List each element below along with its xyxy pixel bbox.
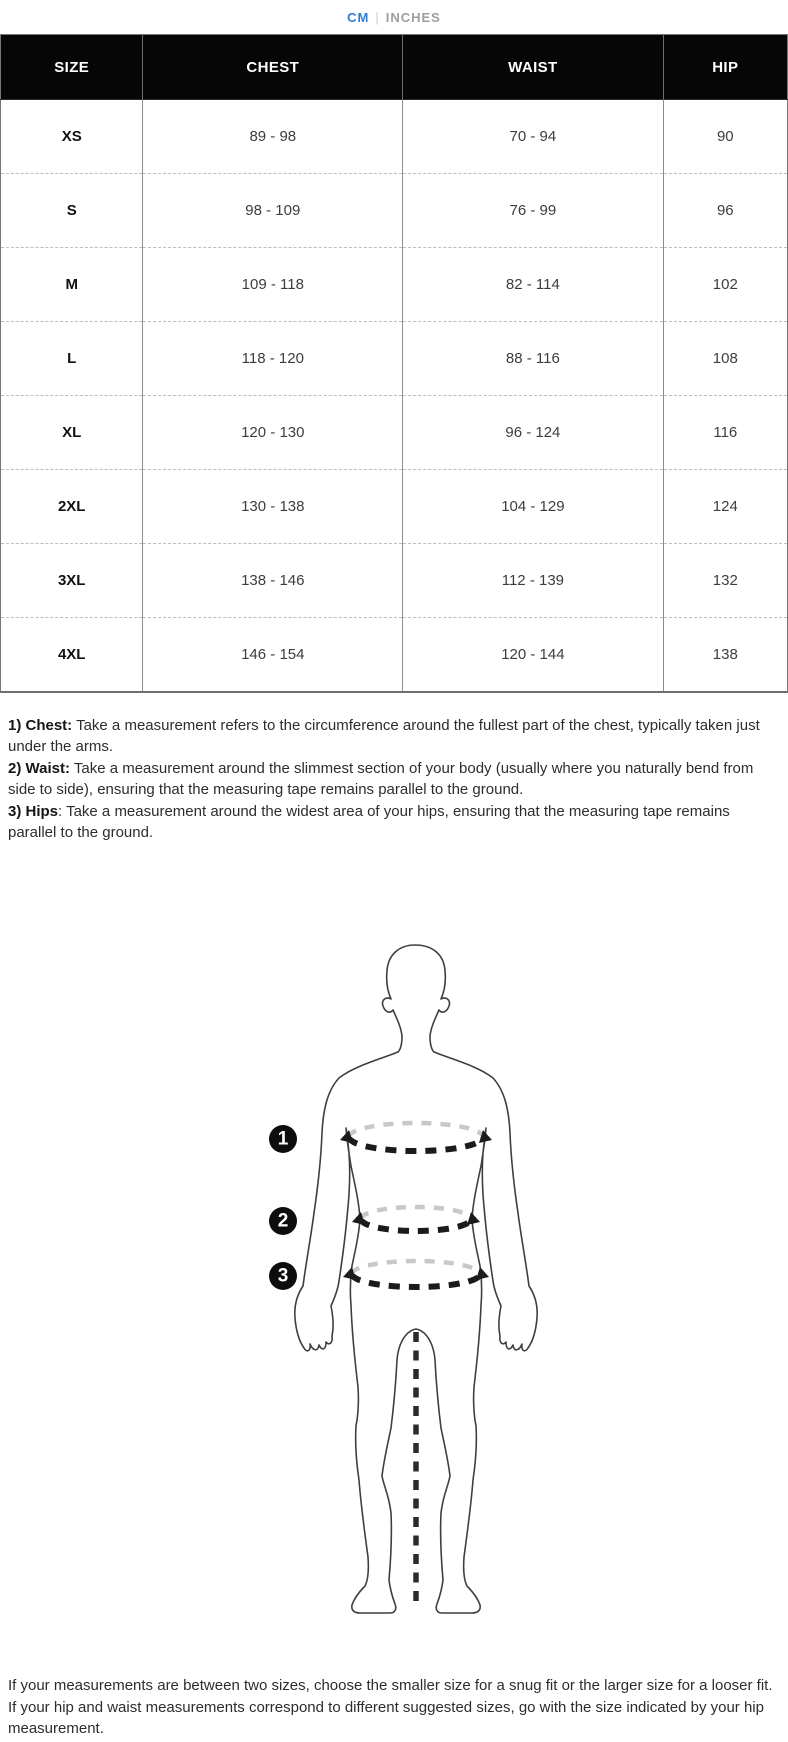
waist-cell: 112 - 139 bbox=[403, 544, 663, 618]
marker-3-badge bbox=[269, 1262, 297, 1290]
hip-cell: 102 bbox=[663, 248, 787, 322]
table-row bbox=[1, 322, 788, 396]
hip-cell: 90 bbox=[663, 100, 787, 174]
waist-cell: 120 - 144 bbox=[403, 618, 663, 692]
fit-note: If your measurements are between two sizes, choose the smaller size for a snug fit or the larger size for a looser fit. If your hip and waist measurements correspond to different suggested sizes, go with the size indicated by your hip measurement. bbox=[8, 1677, 773, 1738]
column-header-hip: HIP bbox=[663, 35, 787, 100]
waist-cell: 82 - 114 bbox=[403, 248, 663, 322]
body-measurement-diagram bbox=[245, 939, 585, 1619]
waist-cell: 76 - 99 bbox=[403, 174, 663, 248]
waist-cell: 88 - 116 bbox=[403, 322, 663, 396]
column-header-size: SIZE bbox=[1, 35, 143, 100]
body-outline bbox=[295, 945, 537, 1613]
column-header-waist: WAIST bbox=[403, 35, 663, 100]
size-cell: S bbox=[1, 174, 143, 248]
size-cell: 4XL bbox=[1, 618, 143, 692]
size-chart-table bbox=[0, 34, 788, 693]
table-row bbox=[1, 100, 788, 174]
hip-cell: 96 bbox=[663, 174, 787, 248]
hip-cell: 138 bbox=[663, 618, 787, 692]
size-cell: M bbox=[1, 248, 143, 322]
chest-cell: 98 - 109 bbox=[143, 174, 403, 248]
svg-text:3: 3 bbox=[277, 1265, 289, 1287]
chest-cell: 89 - 98 bbox=[143, 100, 403, 174]
waist-cell: 104 - 129 bbox=[403, 470, 663, 544]
note-waist: 2) Waist: Take a measurement around the slimmest section of your body (usually where you naturally bend from side to side), ensuring that the measuring tape remains parallel to the ground. bbox=[8, 759, 754, 799]
waist-cell: 96 - 124 bbox=[403, 396, 663, 470]
inches-unit-button[interactable]: INCHES bbox=[385, 10, 441, 25]
measurement-notes bbox=[8, 715, 780, 845]
svg-text:2: 2 bbox=[277, 1210, 289, 1232]
chest-cell: 130 - 138 bbox=[143, 470, 403, 544]
table-header-row bbox=[1, 35, 788, 100]
hip-cell: 116 bbox=[663, 396, 787, 470]
cm-unit-button[interactable]: CM bbox=[347, 10, 370, 25]
chest-cell: 118 - 120 bbox=[143, 322, 403, 396]
chest-cell: 120 - 130 bbox=[143, 396, 403, 470]
size-cell: XL bbox=[1, 396, 143, 470]
size-cell: XS bbox=[1, 100, 143, 174]
chest-cell: 138 - 146 bbox=[143, 544, 403, 618]
svg-text:1: 1 bbox=[277, 1128, 289, 1150]
chest-cell: 109 - 118 bbox=[143, 248, 403, 322]
marker-2-badge bbox=[269, 1207, 297, 1235]
table-row bbox=[1, 174, 788, 248]
size-cell: L bbox=[1, 322, 143, 396]
waist-cell: 70 - 94 bbox=[403, 100, 663, 174]
table-row bbox=[1, 618, 788, 692]
marker-1-badge bbox=[269, 1125, 297, 1153]
table-row bbox=[1, 248, 788, 322]
note-chest: 1) Chest: Take a measurement refers to the circumference around the fullest part of the chest, typically taken just under the arms. bbox=[8, 716, 760, 756]
hip-cell: 124 bbox=[663, 470, 787, 544]
unit-toggle bbox=[0, 0, 788, 34]
hip-cell: 108 bbox=[663, 322, 787, 396]
body-figure bbox=[245, 939, 585, 1619]
hip-cell: 132 bbox=[663, 544, 787, 618]
column-header-chest: CHEST bbox=[143, 35, 403, 100]
table-row bbox=[1, 396, 788, 470]
note-hips: 3) Hips: Take a measurement around the widest area of your hips, ensuring that the measuring tape remains parallel to the ground. bbox=[8, 802, 730, 842]
chest-cell: 146 - 154 bbox=[143, 618, 403, 692]
size-cell: 2XL bbox=[1, 470, 143, 544]
size-cell: 3XL bbox=[1, 544, 143, 618]
table-row bbox=[1, 470, 788, 544]
toggle-divider: | bbox=[375, 10, 380, 25]
table-row bbox=[1, 544, 788, 618]
